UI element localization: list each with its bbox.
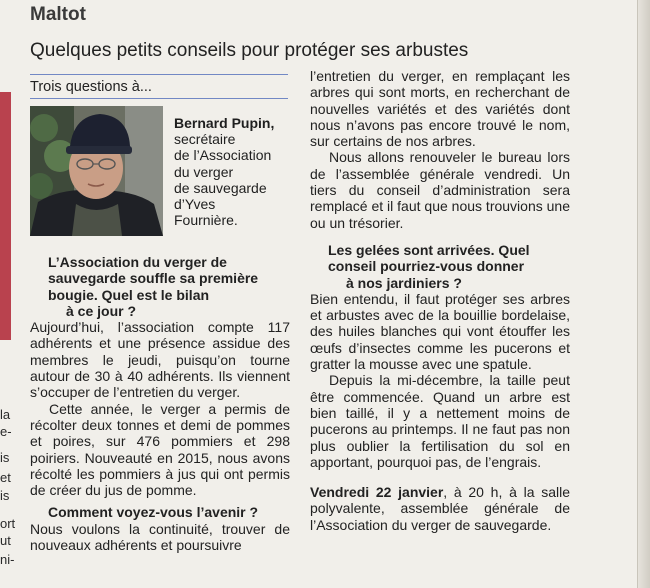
answer-3-paragraph: Bien entendu, il faut protéger ses arbres et arbustes avec de la bouillie bordelaise, des huiles blanches qui vont étouffer les œufs d’insectes comme les pucerons et gratter la mousse avec une spatule.	[310, 290, 570, 373]
answer-2-paragraph: Nous voulons la continuité, trouver de nouveaux adhérents et poursuivre	[30, 520, 290, 554]
adjacent-article-strip	[0, 0, 22, 588]
adjacent-text-fragment: is	[0, 488, 10, 503]
question-2: Comment voyez-vous l’avenir ?	[48, 504, 259, 521]
interviewee-role-line: Fournière.	[174, 212, 238, 229]
answer-2-paragraph: Nous allons renouveler le bureau lors de l’assemblée générale vendredi. Un tiers du conseil d’administration sera remplacé et il faut que nous trouvions une ou un trésorier.	[310, 149, 570, 231]
event-announcement	[310, 484, 570, 533]
question-1-line: bougie. Quel est le bilan	[48, 286, 210, 303]
event-date: Vendredi 22 janvier	[310, 484, 444, 501]
interviewee-name: Bernard Pupin,	[174, 115, 275, 131]
interviewee-role-line: d’Yves	[174, 196, 216, 213]
adjacent-text-fragment: ut	[0, 533, 11, 548]
question-3	[310, 242, 570, 291]
question-1-line: sauvegarde souffle sa première	[48, 270, 259, 287]
event-details: , à 20 h, à la salle polyvalente, assemblée générale de l’Association du verger de sauvegarde.	[310, 484, 570, 533]
answer-2-continuation: l’entretien du verger, en remplaçant les arbres qui sont morts, en recherchant de nouvelles variétés et des variétés dont nous n’avons pas encore trouvé le nom, sur certains de nos arbres.	[310, 68, 570, 150]
answer-3-paragraph: Depuis la mi-décembre, la taille peut être commencée. Quand un arbre est bien taillé, il y a nettement moins de pucerons au printemps. Il ne faut pas non plus oublier la fertilisation du sol en apportant, pourquoi pas, de l’engrais.	[310, 372, 570, 470]
adjacent-text-fragment: is	[0, 450, 10, 465]
portrait-photo	[30, 106, 163, 236]
column-right	[310, 68, 570, 533]
question-3-line: conseil pourriez-vous donner	[328, 258, 525, 275]
interviewee-role-line: de l’Association	[174, 147, 272, 164]
interviewee-role-line: secrétaire	[174, 131, 236, 148]
adjacent-text-fragment: la	[0, 407, 11, 422]
rule-under-rubric	[30, 98, 288, 99]
section-title: Maltot	[30, 4, 86, 25]
adjacent-text-fragment: et	[0, 470, 11, 485]
adjacent-photo-edge	[0, 92, 11, 340]
answer-1-paragraph: Aujourd’hui, l’association compte 117 adhérents et une présence assidue des membres le jeudi, puisqu’on tourne autour de 30 à 40 adhérents. Ils viennent s’occuper de l’entretien du verger.	[30, 319, 290, 401]
interviewee-byline	[174, 115, 292, 228]
adjacent-text-fragment: e-	[0, 424, 12, 439]
question-1-line: à ce jour ?	[66, 302, 137, 319]
column-left	[30, 254, 290, 553]
interview-rubric: Trois questions à...	[30, 79, 152, 95]
adjacent-text-fragment: ni-	[0, 552, 15, 567]
adjacent-text-fragment: ort	[0, 516, 16, 531]
question-3-line: à nos jardiniers ?	[346, 274, 462, 291]
rule-under-headline	[30, 74, 288, 75]
article-headline: Quelques petits conseils pour protéger ses arbustes	[30, 40, 469, 61]
interviewee-role-line: de sauvegarde	[174, 179, 267, 196]
scan-page-edge	[637, 0, 650, 588]
answer-1-paragraph: Cette année, le verger a permis de récolter deux tonnes et demi de pommes et poires, sur 476 pommiers et 298 poiriers. Nouveauté en 2015, nous avons récolté les pommiers à jus qui ont permis de créer du jus de pomme.	[30, 400, 290, 499]
interviewee-role-line: du verger	[174, 163, 234, 180]
question-1	[30, 254, 290, 319]
question-3-line: Les gelées sont arrivées. Quel	[328, 241, 530, 258]
question-1-line: L’Association du verger de	[48, 254, 227, 270]
